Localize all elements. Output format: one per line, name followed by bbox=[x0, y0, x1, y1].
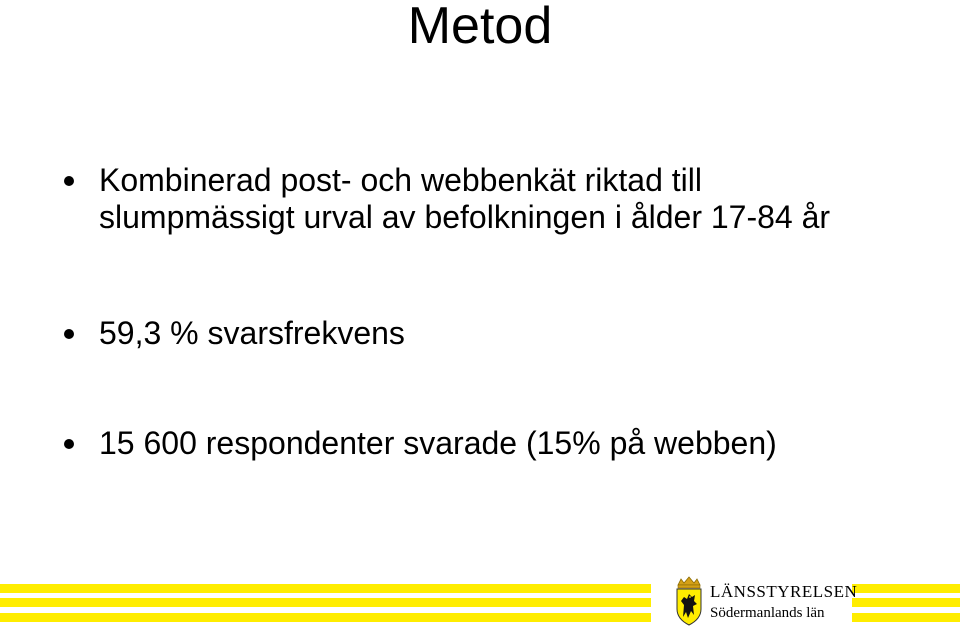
lansstyrelsen-logo bbox=[672, 575, 858, 627]
bullet-text: Kombinerad post- och webbenkät riktad till slumpmässigt urval av befolkningen i ålder 17-84 år bbox=[99, 162, 831, 235]
bullet-text: 59,3 % svarsfrekvens bbox=[99, 315, 405, 351]
bullet-dot-icon bbox=[64, 176, 74, 186]
logo-region: Södermanlands län bbox=[710, 605, 825, 621]
footer-stripe bbox=[0, 598, 651, 607]
footer-stripe bbox=[852, 598, 960, 607]
logo-name: LÄNSSTYRELSEN bbox=[710, 582, 858, 601]
coat-of-arms-icon bbox=[672, 575, 706, 627]
footer-stripe bbox=[0, 584, 651, 593]
bullet-dot-icon bbox=[64, 439, 74, 449]
bullet-dot-icon bbox=[64, 329, 74, 339]
slide-title: Metod bbox=[407, 0, 553, 55]
footer-stripe bbox=[852, 613, 960, 622]
bullet-text: 15 600 respondenter svarade (15% på webben) bbox=[99, 425, 777, 461]
footer-stripe bbox=[0, 613, 651, 622]
footer-stripe bbox=[852, 584, 960, 593]
